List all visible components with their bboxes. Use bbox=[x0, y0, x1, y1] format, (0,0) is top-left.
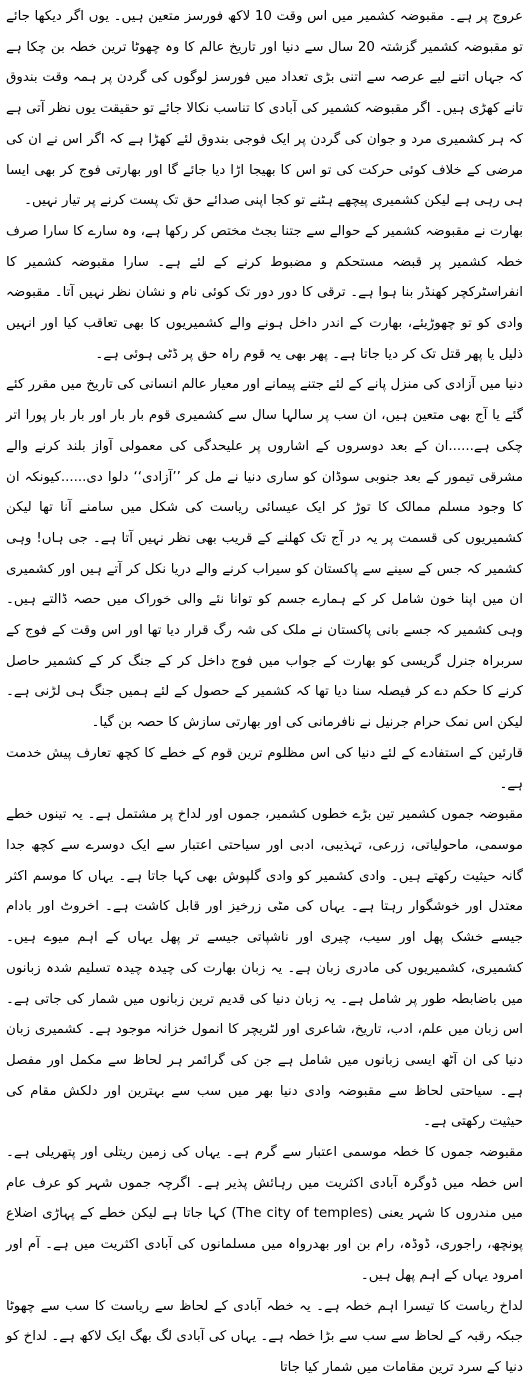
paragraph-kashmir-regions: مقبوضہ جموں کشمیر تین بڑے خطوں کشمیر، جموں اور لداخ پر مشتمل ہے۔ یہ تینوں خطے موسمی، ماحولیاتی، زرعی، تہذیبی، ادبی اور سیاحتی اعتبار سے ایک دوسرے سے کچھ جدا گانہ حیثیت رکھتے ہیں۔ وادی کشمیر کو وادی گلپوش بھی کہا جاتا ہے۔ یہاں کا موسم اکثر معتدل اور خوشگوار رہتا ہے۔ یہاں کی مٹی زرخیز اور قابل کاشت ہے۔ اخروٹ اور بادام جیسے خشک پھل اور سیب، چیری اور ناشپاتی جیسے تر پھل یہاں کے اہم میوے ہیں۔ کشمیری، کشمیریوں کی مادری زبان ہے۔ یہ زبان بھارت کی چیدہ چیدہ تسلیم شدہ زبانوں میں باضابطہ طور پر شامل ہے۔ یہ زبان دنیا کی قدیم ترین زبانوں میں شمار کی جاتی ہے۔ اس زبان میں علم، ادب، تاریخ، شاعری اور لٹریچر کا انمول خزانہ موجود ہے۔ کشمیری زبان دنیا کی ان آٹھ ایسی زبانوں میں شامل ہے جن کی گرائمر ہر لحاظ سے مکمل اور مفصل ہے۔ سیاحتی لحاظ سے مقبوضہ وادی دنیا بھر میں سب سے بہترین اور دلکش مقام کی حیثیت رکھتی ہے۔ bbox=[6, 807, 523, 1130]
paragraph-jammu: مقبوضہ جموں کا خطہ موسمی اعتبار سے گرم ہے۔ یہاں کی زمین ریتلی اور پتھریلی ہے۔ اس خطہ میں ڈوگرہ آبادی اکثریت میں رہائش پذیر ہے۔ اگرچہ جموں شہر کو عرف عام میں مندروں کا شہر یعنی (The city of temples) کہا جاتا ہے لیکن خطے کے پہاڑی اضلاع پونچھ، راجوری، ڈوڈہ، رام بن اور بھدرواہ میں مسلمانوں کی آبادی اکثریت میں ہے۔ آم اور امرود یہاں کے اہم پھل ہیں۔ bbox=[6, 1145, 523, 1283]
paragraph-kashmir-forces: عروج پر ہے۔ مقبوضہ کشمیر میں اس وقت 10 لاکھ فورسز متعین ہیں۔ یوں اگر دیکھا جائے تو مقبوضہ کشمیر گزشتہ 20 سال سے دنیا اور تاریخ عالم کا وہ چھوٹا ترین خطہ بن چکا ہے کہ جہاں اتنے لیے عرصہ سے اتنی بڑی تعداد میں فورسز لوگوں کی گردن پر ہمہ وقت بندوق تانے کھڑی ہیں۔ اگر مقبوضہ کشمیر کی آبادی کا تناسب نکالا جائے تو حقیقت یوں نظر آتی ہے کہ ہر کشمیری مرد و جوان کی گردن پر ایک فوجی بندوق لئے کھڑا ہے کہ اگر اس نے ان کی مرضی کے خلاف کوئی حرکت کی تو اس کا بھیجا اڑا دیا جائے گا اور بھارتی فوج کر بھی ایسا ہی رہی ہے لیکن کشمیری پیچھے ہٹنے تو کجا اپنی صدائے حق تک پست کرنے پر تیار نہیں۔ bbox=[6, 9, 524, 209]
paragraph-ladakh: لداخ ریاست کا تیسرا اہم خطہ ہے۔ یہ خطہ آبادی کے لحاظ سے ریاست کا سب سے چھوٹا جبکہ رقبہ کے لحاظ سے سب سے بڑا خطہ ہے۔ یہاں کی آبادی لگ بھگ ایک لاکھ ہے۔ لداخ کو دنیا کے سرد ترین مقامات میں شمار کیا جاتا bbox=[6, 1298, 523, 1375]
paragraph-introduction: قارئین کے استفادے کے لئے دنیا کی اس مظلوم ترین قوم کے خطے کا کچھ تعارف پیش خدمت ہے۔ bbox=[6, 745, 523, 792]
paragraph-india-budget: بھارت نے مقبوضہ کشمیر کے حوالے سے جتنا بجٹ مختص کر رکھا ہے، وہ سارے کا سارا صرف خطہ کشمیر پر قبضہ مستحکم و مضبوط کرنے کے لئے ہے۔ سارا مقبوضہ کشمیر کا انفراسٹرکچر کھنڈر بنا ہوا ہے۔ ترقی کا دور دور تک کوئی نام و نشان نظر نہیں آتا۔ مقبوضہ وادی کو تو چھوڑیئے، بھارت کے اندر داخل ہونے والے کشمیریوں کا بھی تعاقب کیا اور انہیں ذلیل یا پھر قتل تک کر دیا جاتا ہے۔ پھر بھی یہ قوم راہ حق پر ڈٹی ہوئی ہے۔ bbox=[6, 223, 523, 362]
paragraph-freedom-history: دنیا میں آزادی کی منزل پانے کے لئے جتنے پیمانے اور معیار عالم انسانی کی تاریخ میں مقرر کئے گئے یا آج بھی متعین ہیں، ان سب پر سالہا سال سے کشمیری قوم بار بار اور بار بار پورا اتر چکی ہے......ان کے بعد دوسروں کے اشاروں پر علیحدگی کی معمولی آواز بلند کرنے والے مشرقی تیمور کے بعد جنوبی سوڈان کو ساری دنیا نے مل کر ’’آزادی‘‘ دلوا دی......کیونکہ ان کا وجود مسلم ممالک کا توڑ کر ایک عیسائی ریاست کی شکل میں سامنے آنا تھا لیکن کشمیریوں کی قسمت پر یہ در آج تک کھلنے کے قریب بھی نظر نہیں آتا ہے۔ جی ہاں! وہی کشمیر کہ جس کے سینے سے پاکستان کو سیراب کرنے والے دریا نکل کر آتے ہیں اور کشمیری ان میں اپنا خون شامل کر کے ہمارے جسم کو توانا نئے والی خوراک میں حصہ ڈالتے ہیں۔ وہی کشمیر کہ جسے بانی پاکستان نے ملک کی شہ رگ قرار دیا تھا اور اس وقت کے فوج کے سربراہ جنرل گریسی کو بھارت کے جواب میں فوج داخل کر کے جنگ کر کے کشمیر حاصل کرنے کا حکم دے کر فیصلہ سنا دیا تھا کہ کشمیر کے حصول کے لئے ہمیں جنگ ہی لڑنی ہے۔ لیکن اس نمک حرام جرنیل نے نافرمانی کی اور بھارتی سازش کا حصہ بن گیا۔ bbox=[6, 377, 523, 731]
